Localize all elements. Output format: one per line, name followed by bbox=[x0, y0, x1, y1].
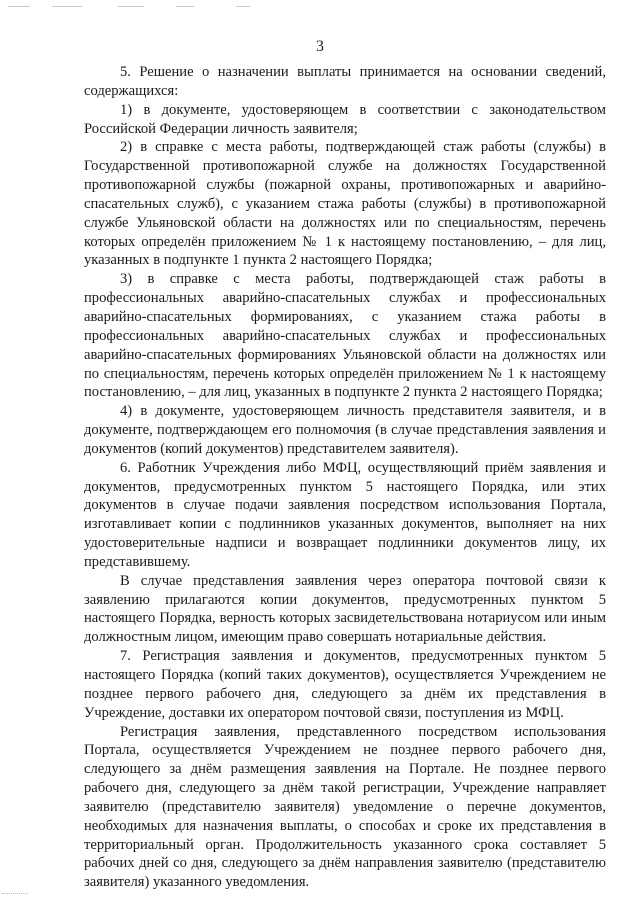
paragraph-portal-registration: Регистрация заявления, представленного посредством использования Портала, осуществляется Учреждением не позднее первого рабочего дня, следующего за днём размещения заявления на Портале. Не позднее первого рабочего дня, следующего за днём такой регистрации, Учреждение направляет заявителю (представителю заявителя) уведомление о перечне документов, необходимых для назначения выплаты, о способах и сроке их представления в территориальный орган. Продолжительность указанного срока составляет 5 рабочих дней со дня, следующего за днём направления заявителю (представителю заявителя) указанного уведомления. bbox=[84, 723, 606, 891]
paragraph-item-5: 5. Решение о назначении выплаты принимается на основании сведений, содержащихся: bbox=[84, 64, 606, 99]
paragraph-item-7: 7. Регистрация заявления и документов, предусмотренных пунктом 5 настоящего Порядка (копий таких документов), осуществляется Учреждением не позднее первого рабочего дня, следующего за днём их представления в Учреждение, доставки их оператором почтовой связи, поступления из МФЦ. bbox=[84, 648, 606, 721]
paragraph-subitem-3: 3) в справке с места работы, подтверждающей стаж работы в профессиональных аварийно-спасательных службах и профессиональных аварийно-спасательных формированиях, с указанием стажа работы в профессиональных аварийно-спасательных службах и профессиональных аварийно-спасательных формированиях Ульяновской области на должностях или по специальностям, перечень которых определён приложением № 1 к настоящему постановлению, – для лиц, указанных в подпункте 2 пункта 2 настоящего Порядка; bbox=[84, 271, 606, 401]
page-number: 3 bbox=[316, 38, 324, 55]
paragraph-subitem-4: 4) в документе, удостоверяющем личность представителя заявителя, и в документе, подтверждающем его полномочия (в случае представления заявления и документов (копий документов) представителем заявителя). bbox=[84, 403, 606, 457]
paragraph-item-6: 6. Работник Учреждения либо МФЦ, осуществляющий приём заявления и документов, предусмотренных пунктом 5 настоящего Порядка, или этих документов в случае подачи заявления посредством использования Портала, изготавливает копии с подлинников указанных документов, выполняет на них удостоверительные надписи и возвращает подлинники документов лицу, их представившему. bbox=[84, 459, 606, 570]
document-body bbox=[84, 63, 606, 892]
scan-artifact-marks bbox=[0, 6, 640, 10]
paragraph-subitem-1: 1) в документе, удостоверяющем в соответствии с законодательством Российской Федерации личность заявителя; bbox=[84, 101, 606, 137]
paragraph-postal-submission: В случае представления заявления через оператора почтовой связи к заявлению прилагаются копии документов, предусмотренных пунктом 5 настоящего Порядка, верность которых засвидетельствована нотариусом или иным должностным лицом, имеющим право совершать нотариальные действия. bbox=[84, 572, 606, 646]
paragraph-subitem-2: 2) в справке с места работы, подтверждающей стаж работы (службы) в Государственной противопожарной службе на должностях Государственной противопожарной службы (пожарной охраны, противопожарных и аварийно-спасательных служб), с указанием стажа работы (службы) в противопожарной службе Ульяновской области на должностях или по специальностям, перечень которых определён приложением № 1 к настоящему постановлению, – для лиц, указанных в подпункте 1 пункта 2 настоящего Порядка; bbox=[84, 139, 606, 269]
scan-corner-mark bbox=[2, 893, 28, 895]
